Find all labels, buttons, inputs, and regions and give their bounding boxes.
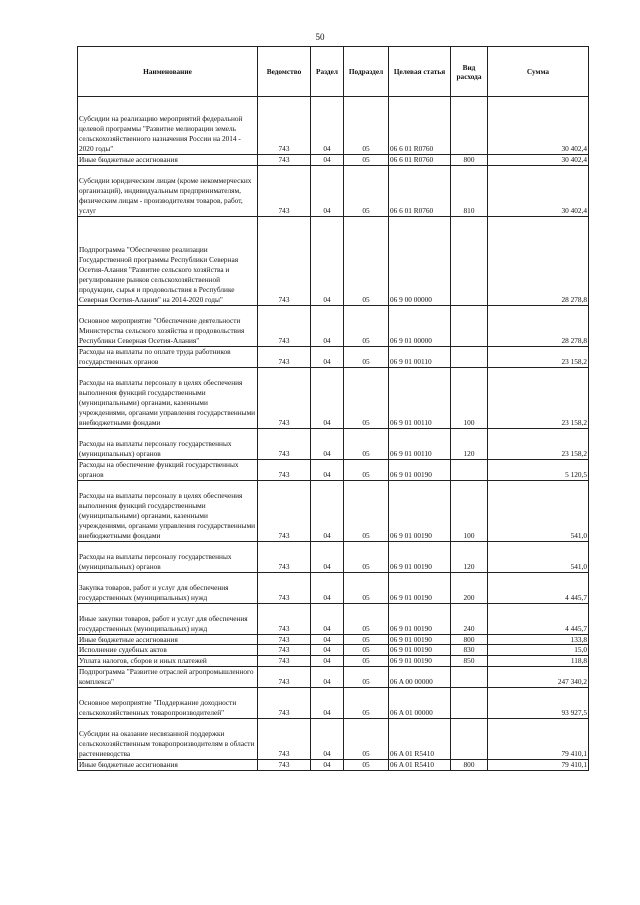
row-expense-type: 100	[451, 480, 488, 541]
table-row	[78, 459, 589, 480]
row-razdel: 04	[311, 719, 344, 760]
row-razdel: 04	[311, 656, 344, 667]
row-name: Расходы на обеспечение функций государственных органов	[78, 459, 258, 480]
row-razdel: 04	[311, 645, 344, 656]
row-ved: 743	[258, 572, 311, 603]
row-name: Иные закупки товаров, работ и услуг для обеспечения государственных (муниципальных) нужд	[78, 603, 258, 634]
row-podrazdel: 05	[344, 367, 389, 428]
row-target-article: 06 9 00 00000	[389, 216, 451, 305]
row-podrazdel: 05	[344, 97, 389, 155]
row-expense-type: 800	[451, 634, 488, 645]
row-sum: 4 445,7	[488, 572, 589, 603]
row-podrazdel: 05	[344, 645, 389, 656]
row-name: Иные бюджетные ассигнования	[78, 760, 258, 771]
row-name: Расходы на выплаты персоналу государственных (муниципальных) органов	[78, 541, 258, 572]
row-target-article: 06 9 01 00190	[389, 480, 451, 541]
table-row	[78, 760, 589, 771]
row-expense-type	[451, 459, 488, 480]
row-razdel: 04	[311, 367, 344, 428]
row-expense-type: 800	[451, 155, 488, 166]
table-row	[78, 97, 589, 155]
row-ved: 743	[258, 760, 311, 771]
row-razdel: 04	[311, 760, 344, 771]
row-expense-type	[451, 667, 488, 688]
row-sum: 93 927,5	[488, 688, 589, 719]
row-target-article: 06 9 01 00190	[389, 572, 451, 603]
row-podrazdel: 05	[344, 428, 389, 459]
row-expense-type: 830	[451, 645, 488, 656]
row-expense-type: 850	[451, 656, 488, 667]
row-sum: 15,0	[488, 645, 589, 656]
row-name: Уплата налогов, сборов и иных платежей	[78, 656, 258, 667]
row-expense-type	[451, 216, 488, 305]
row-expense-type	[451, 97, 488, 155]
row-ved: 743	[258, 541, 311, 572]
row-podrazdel: 05	[344, 667, 389, 688]
row-sum: 247 340,2	[488, 667, 589, 688]
row-sum: 28 278,8	[488, 305, 589, 346]
row-target-article: 06 A 01 00000	[389, 688, 451, 719]
row-ved: 743	[258, 155, 311, 166]
row-podrazdel: 05	[344, 760, 389, 771]
budget-table	[77, 46, 589, 771]
row-razdel: 04	[311, 346, 344, 367]
row-podrazdel: 05	[344, 688, 389, 719]
row-podrazdel: 05	[344, 165, 389, 216]
table-row	[78, 667, 589, 688]
row-target-article: 06 9 01 00190	[389, 645, 451, 656]
row-expense-type: 240	[451, 603, 488, 634]
row-ved: 743	[258, 165, 311, 216]
row-target-article: 06 9 01 00190	[389, 656, 451, 667]
row-sum: 118,8	[488, 656, 589, 667]
row-name: Закупка товаров, работ и услуг для обеспечения государственных (муниципальных) нужд	[78, 572, 258, 603]
row-sum: 4 445,7	[488, 603, 589, 634]
row-razdel: 04	[311, 216, 344, 305]
row-target-article: 06 6 01 R0760	[389, 155, 451, 166]
header-ved: Ведомство	[258, 47, 311, 97]
row-ved: 743	[258, 603, 311, 634]
row-name: Субсидии на реализацию мероприятий федеральной целевой программы "Развитие мелиорации земель сельскохозяйственного назначения России на 2014 - 2020 годы"	[78, 97, 258, 155]
row-name: Расходы на выплаты персоналу в целях обеспечения выполнения функций государственными (муниципальными) органами, казенными учреждениями, органами управления государственными внебюджетными фондами	[78, 480, 258, 541]
row-sum: 541,0	[488, 541, 589, 572]
row-name: Подпрограмма "Развитие отраслей агропромышленного комплекса"	[78, 667, 258, 688]
row-sum: 541,0	[488, 480, 589, 541]
row-ved: 743	[258, 459, 311, 480]
row-ved: 743	[258, 428, 311, 459]
table-row	[78, 719, 589, 760]
row-razdel: 04	[311, 428, 344, 459]
row-sum: 30 402,4	[488, 155, 589, 166]
row-target-article: 06 9 01 00190	[389, 459, 451, 480]
row-expense-type	[451, 346, 488, 367]
row-ved: 743	[258, 346, 311, 367]
row-podrazdel: 05	[344, 634, 389, 645]
row-podrazdel: 05	[344, 541, 389, 572]
row-ved: 743	[258, 634, 311, 645]
row-ved: 743	[258, 480, 311, 541]
row-sum: 79 410,1	[488, 719, 589, 760]
table-row	[78, 428, 589, 459]
row-razdel: 04	[311, 688, 344, 719]
row-ved: 743	[258, 667, 311, 688]
header-razdel: Раздел	[311, 47, 344, 97]
row-razdel: 04	[311, 165, 344, 216]
row-expense-type: 120	[451, 428, 488, 459]
table-row	[78, 155, 589, 166]
row-target-article: 06 9 01 00110	[389, 428, 451, 459]
row-target-article: 06 9 01 00190	[389, 603, 451, 634]
row-target-article: 06 A 01 R5410	[389, 760, 451, 771]
row-ved: 743	[258, 656, 311, 667]
row-podrazdel: 05	[344, 480, 389, 541]
header-name: Наименование	[78, 47, 258, 97]
row-sum: 30 402,4	[488, 165, 589, 216]
row-sum: 23 158,2	[488, 346, 589, 367]
row-expense-type: 800	[451, 760, 488, 771]
row-expense-type: 200	[451, 572, 488, 603]
table-row	[78, 305, 589, 346]
row-razdel: 04	[311, 572, 344, 603]
row-target-article: 06 6 01 R0760	[389, 165, 451, 216]
row-expense-type: 100	[451, 367, 488, 428]
row-target-article: 06 6 01 R0760	[389, 97, 451, 155]
row-ved: 743	[258, 216, 311, 305]
table-row	[78, 346, 589, 367]
row-target-article: 06 9 01 00000	[389, 305, 451, 346]
table-row	[78, 656, 589, 667]
row-target-article: 06 9 01 00110	[389, 346, 451, 367]
row-name: Расходы на выплаты по оплате труда работников государственных органов	[78, 346, 258, 367]
row-expense-type: 810	[451, 165, 488, 216]
row-razdel: 04	[311, 97, 344, 155]
table-row	[78, 572, 589, 603]
row-podrazdel: 05	[344, 346, 389, 367]
row-razdel: 04	[311, 667, 344, 688]
row-sum: 23 158,2	[488, 367, 589, 428]
table-row	[78, 603, 589, 634]
header-cel: Целевая статья	[389, 47, 451, 97]
row-ved: 743	[258, 97, 311, 155]
row-expense-type	[451, 305, 488, 346]
row-expense-type: 120	[451, 541, 488, 572]
row-expense-type	[451, 719, 488, 760]
row-podrazdel: 05	[344, 719, 389, 760]
row-name: Основное мероприятие "Обеспечение деятельности Министерства сельского хозяйства и продовольствия Республики Северная Осетия-Алания"	[78, 305, 258, 346]
row-razdel: 04	[311, 459, 344, 480]
row-name: Субсидии юридическим лицам (кроме некоммерческих организаций), индивидуальным предпринимателям, физическим лицам - производителям товаров, работ, услуг	[78, 165, 258, 216]
row-razdel: 04	[311, 541, 344, 572]
table-row	[78, 216, 589, 305]
row-name: Иные бюджетные ассигнования	[78, 634, 258, 645]
row-podrazdel: 05	[344, 656, 389, 667]
table-row	[78, 165, 589, 216]
row-sum: 28 278,8	[488, 216, 589, 305]
header-row	[78, 47, 589, 97]
page-number: 50	[315, 32, 325, 42]
row-podrazdel: 05	[344, 603, 389, 634]
table-row	[78, 634, 589, 645]
table-row	[78, 645, 589, 656]
row-name: Субсидии на оказание несвязанной поддержки сельскохозяйственным товаропроизводителям в области растениеводства	[78, 719, 258, 760]
row-ved: 743	[258, 719, 311, 760]
row-ved: 743	[258, 367, 311, 428]
row-ved: 743	[258, 688, 311, 719]
row-name: Основное мероприятие "Поддержание доходности сельскохозяйственных товаропроизводителей"	[78, 688, 258, 719]
table-row	[78, 480, 589, 541]
row-ved: 743	[258, 305, 311, 346]
row-sum: 30 402,4	[488, 97, 589, 155]
table-row	[78, 367, 589, 428]
row-sum: 79 410,1	[488, 760, 589, 771]
row-name: Иные бюджетные ассигнования	[78, 155, 258, 166]
row-target-article: 06 A 01 R5410	[389, 719, 451, 760]
table-row	[78, 541, 589, 572]
row-podrazdel: 05	[344, 459, 389, 480]
header-vid: Вид расхода	[451, 47, 488, 97]
header-sum: Сумма	[488, 47, 589, 97]
row-target-article: 06 9 01 00110	[389, 367, 451, 428]
row-sum: 23 158,2	[488, 428, 589, 459]
row-razdel: 04	[311, 634, 344, 645]
table-body	[78, 97, 589, 771]
row-name: Расходы на выплаты персоналу государственных (муниципальных) органов	[78, 428, 258, 459]
row-razdel: 04	[311, 603, 344, 634]
header-podrazdel: Подраздел	[344, 47, 389, 97]
row-podrazdel: 05	[344, 572, 389, 603]
row-ved: 743	[258, 645, 311, 656]
row-sum: 133,8	[488, 634, 589, 645]
row-razdel: 04	[311, 155, 344, 166]
row-name: Расходы на выплаты персоналу в целях обеспечения выполнения функций государственными (муниципальными) органами, казенными учреждениями, органами управления государственными внебюджетными фондами	[78, 367, 258, 428]
row-sum: 5 120,5	[488, 459, 589, 480]
row-razdel: 04	[311, 480, 344, 541]
row-expense-type	[451, 688, 488, 719]
row-target-article: 06 9 01 00190	[389, 634, 451, 645]
row-target-article: 06 A 00 00000	[389, 667, 451, 688]
row-target-article: 06 9 01 00190	[389, 541, 451, 572]
table-row	[78, 688, 589, 719]
row-podrazdel: 05	[344, 216, 389, 305]
row-podrazdel: 05	[344, 305, 389, 346]
row-name: Исполнение судебных актов	[78, 645, 258, 656]
row-podrazdel: 05	[344, 155, 389, 166]
row-razdel: 04	[311, 305, 344, 346]
row-name: Подпрограмма "Обеспечение реализации Государственной программы Республики Северная Осетия-Алания "Развитие сельского хозяйства и регулирование рынков сельскохозяйственной продукции, сырья и продовольствия в Республике Северная Осетия-Алания" на 2014-2020 годы"	[78, 216, 258, 305]
